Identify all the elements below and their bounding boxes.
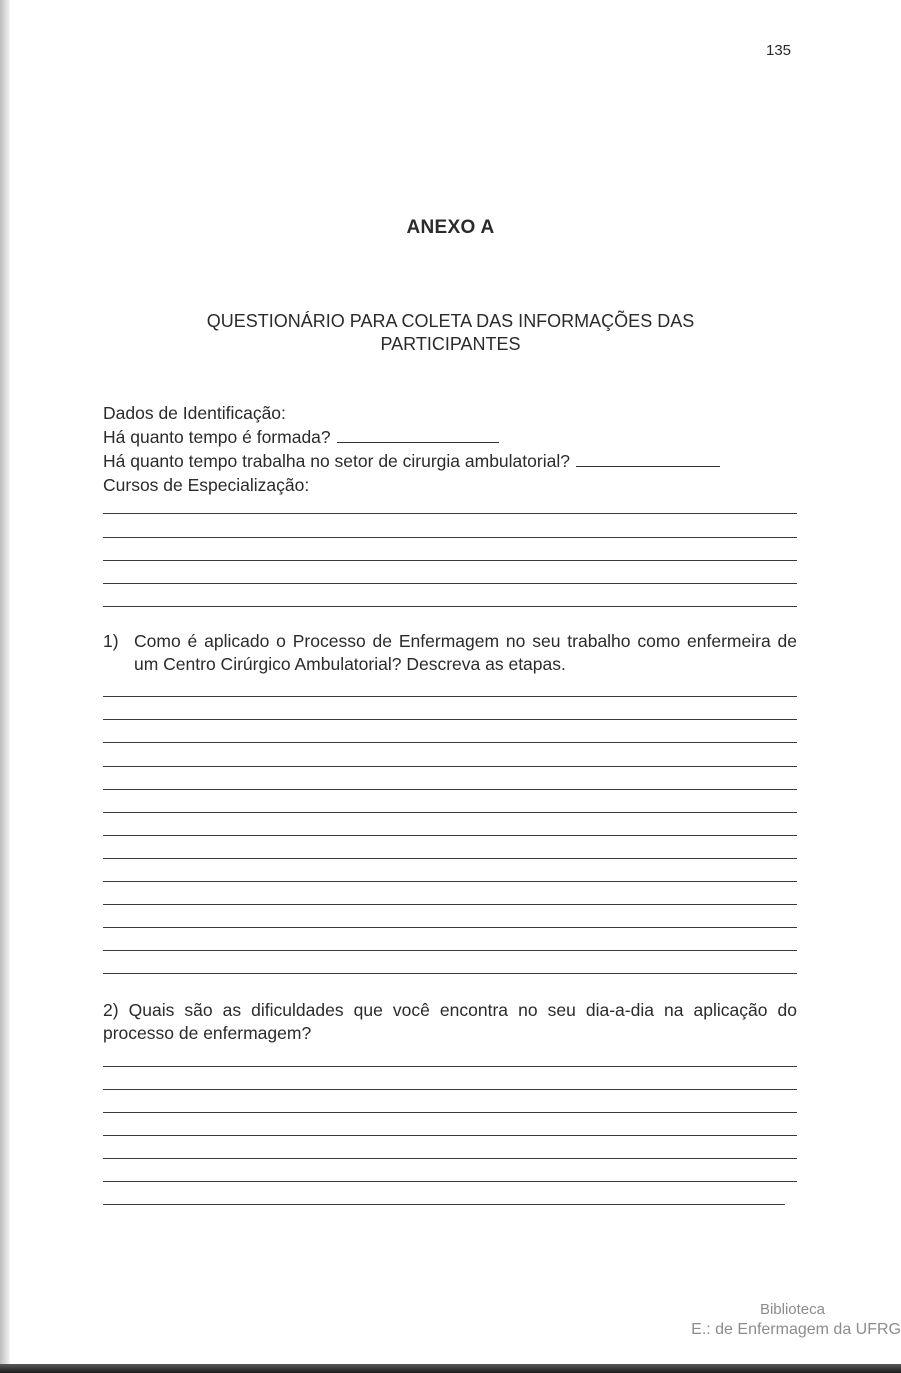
answer-line[interactable] [103,1089,797,1090]
answer-line[interactable] [103,1158,797,1159]
graduation-time-row [103,425,720,449]
book-spine-shadow [0,0,10,1373]
sector-time-blank[interactable] [576,465,720,467]
page-bottom-edge [0,1364,901,1373]
answer-line[interactable] [103,742,797,743]
answer-line[interactable] [103,858,797,859]
specialization-courses-label: Cursos de Especialização: [103,475,310,495]
identification-section [103,401,720,497]
question-1-number: 1) [103,631,119,651]
answer-line[interactable] [103,1066,797,1067]
answer-line[interactable] [103,1112,797,1113]
answer-line[interactable] [103,1135,797,1136]
question-2-text: 2) Quais são as dificuldades que você encontra no seu dia-a-dia na aplicação do processo de enfermagem? [103,1000,797,1043]
answer-line[interactable] [103,950,797,951]
identification-heading: Dados de Identificação: [103,403,286,423]
library-stamp [641,1300,901,1340]
answer-line[interactable] [103,537,797,538]
answer-line[interactable] [103,1204,785,1205]
sector-time-label: Há quanto tempo trabalha no setor de cirurgia ambulatorial? [103,451,570,471]
answer-line[interactable] [103,513,797,514]
graduation-time-label: Há quanto tempo é formada? [103,427,331,447]
page-number: 135 [766,42,792,59]
answer-line[interactable] [103,719,797,720]
annex-title: ANEXO A [406,217,495,238]
graduation-time-blank[interactable] [337,441,499,443]
answer-line[interactable] [103,973,797,974]
answer-line[interactable] [103,583,797,584]
answer-line[interactable] [103,606,797,607]
answer-line[interactable] [103,766,797,767]
questionnaire-title: QUESTIONÁRIO PARA COLETA DAS INFORMAÇÕES DAS PARTICIPANTES [206,311,695,354]
question-1-text: Como é aplicado o Processo de Enfermagem no seu trabalho como enfermeira de um Centro Cirúrgico Ambulatorial? Descreva as etapas. [134,631,797,674]
answer-line[interactable] [103,560,797,561]
answer-line[interactable] [103,696,797,697]
answer-line[interactable] [103,812,797,813]
answer-line[interactable] [103,835,797,836]
question-1 [103,630,797,676]
answer-line[interactable] [103,1181,797,1182]
library-stamp-line-1: Biblioteca [759,1301,825,1318]
answer-line[interactable] [103,927,797,928]
sector-time-row [103,449,720,473]
answer-line[interactable] [103,904,797,905]
question-2 [103,999,797,1045]
library-stamp-line-2: E.: de Enfermagem da UFRG [691,1321,901,1338]
answer-line[interactable] [103,881,797,882]
answer-line[interactable] [103,789,797,790]
